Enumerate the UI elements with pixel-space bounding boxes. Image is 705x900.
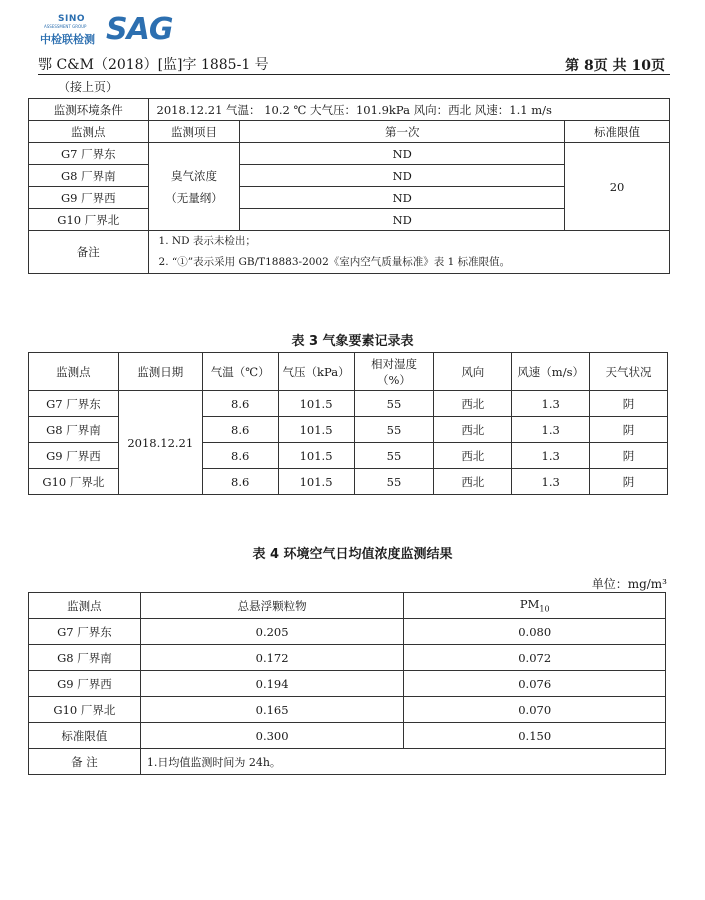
remarks-content: 1.日均值监测时间为 24h。: [140, 749, 665, 775]
pressure: 101.5: [278, 391, 354, 417]
monitoring-point: G9 厂界西: [29, 187, 149, 209]
standard-limit-row: [29, 723, 666, 749]
pm-subscript: 10: [539, 604, 550, 614]
odor-monitoring-table: [28, 98, 670, 274]
pressure: 101.5: [278, 417, 354, 443]
header-temp: 气温（℃）: [202, 353, 278, 391]
monitoring-point: G10 厂界北: [29, 469, 119, 495]
pm10-limit: 0.150: [404, 723, 666, 749]
unit-label: 单位：mg/m³: [591, 577, 667, 591]
first-value: ND: [240, 187, 565, 209]
wind-direction: 西北: [434, 443, 512, 469]
table-header-row: [29, 121, 670, 143]
wind-direction: 西北: [434, 391, 512, 417]
wind-direction: 西北: [434, 417, 512, 443]
header-date: 监测日期: [118, 353, 202, 391]
environment-conditions-row: [29, 99, 670, 121]
monitoring-point: G10 厂界北: [29, 697, 141, 723]
company-logo: [40, 12, 173, 56]
header-first: 第一次: [240, 121, 565, 143]
conditions-text: 2018.12.21 气温： 10.2 ℃ 大气压：101.9kPa 风向：西北 风速：1.1 m/s: [148, 99, 669, 121]
remark-line-1: 1. ND 表示未检出；: [158, 235, 256, 247]
logo-sino-text: SINO: [58, 14, 86, 24]
pm10-value: 0.070: [404, 697, 666, 723]
pm-text: PM: [519, 597, 540, 612]
remarks-label: 备 注: [29, 749, 141, 775]
monitoring-point: G7 厂界东: [29, 619, 141, 645]
conditions-label: 监测环境条件: [29, 99, 149, 121]
table-row: [29, 671, 666, 697]
pressure: 101.5: [278, 443, 354, 469]
pm10-value: 0.080: [404, 619, 666, 645]
monitoring-point: G7 厂界东: [29, 391, 119, 417]
tsp-value: 0.194: [140, 671, 404, 697]
item-line-1: 臭气浓度: [171, 168, 217, 183]
monitoring-item: [148, 143, 240, 231]
temperature: 8.6: [202, 469, 278, 495]
header-tsp: 总悬浮颗粒物: [140, 593, 404, 619]
header-pm10: [404, 593, 666, 619]
header-divider: [38, 74, 670, 75]
remarks-content: [148, 231, 669, 274]
first-value: ND: [240, 209, 565, 231]
header-point: 监测点: [29, 121, 149, 143]
wind-speed: 1.3: [512, 391, 590, 417]
header-point: 监测点: [29, 593, 141, 619]
monitoring-point: G10 厂界北: [29, 209, 149, 231]
monitoring-point: G7 厂界东: [29, 143, 149, 165]
pressure: 101.5: [278, 469, 354, 495]
header-point: 监测点: [29, 353, 119, 391]
document-number: 鄂 C&M（2018）[监]字 1885-1 号: [38, 57, 269, 73]
table-row: [29, 391, 668, 417]
limit-label: 标准限值: [29, 723, 141, 749]
weather: 阴: [590, 391, 668, 417]
monitoring-point: G9 厂界西: [29, 671, 141, 697]
header-wind-speed: 风速（m/s）: [512, 353, 590, 391]
temperature: 8.6: [202, 391, 278, 417]
table3-title: 表 3 气象要素记录表: [291, 334, 414, 349]
humidity: 55: [354, 417, 434, 443]
table4-title: 表 4 环境空气日均值浓度监测结果: [252, 547, 453, 562]
table-header-row: [29, 593, 666, 619]
header-weather: 天气状况: [590, 353, 668, 391]
wind-speed: 1.3: [512, 417, 590, 443]
continued-label: （接上页）: [58, 80, 119, 94]
header-limit: 标准限值: [565, 121, 670, 143]
temperature: 8.6: [202, 443, 278, 469]
humidity: 55: [354, 391, 434, 417]
standard-limit: 20: [565, 143, 670, 231]
header-pressure: 气压（kPa）: [278, 353, 354, 391]
logo-chinese-text: 中检联检测: [40, 33, 95, 46]
temperature: 8.6: [202, 417, 278, 443]
item-line-2: （无量纲）: [165, 190, 223, 205]
wind-speed: 1.3: [512, 443, 590, 469]
remarks-row: [29, 231, 670, 274]
first-value: ND: [240, 165, 565, 187]
logo-sub-text: ASSESSMENT GROUP: [44, 24, 87, 29]
monitoring-point: G8 厂界南: [29, 165, 149, 187]
wind-direction: 西北: [434, 469, 512, 495]
remark-line-2: 2. “①”表示采用 GB/T18883-2002《室内空气质量标准》表 1 标准限值。: [158, 256, 511, 268]
remarks-label: 备注: [29, 231, 149, 274]
table-row: [29, 619, 666, 645]
humidity: 55: [354, 469, 434, 495]
weather: 阴: [590, 417, 668, 443]
pm10-value: 0.072: [404, 645, 666, 671]
weather: 阴: [590, 443, 668, 469]
wind-speed: 1.3: [512, 469, 590, 495]
tsp-value: 0.172: [140, 645, 404, 671]
monitoring-point: G8 厂界南: [29, 645, 141, 671]
air-quality-table: [28, 592, 666, 775]
monitoring-date: 2018.12.21: [118, 391, 202, 495]
pm10-value: 0.076: [404, 671, 666, 697]
header-humidity: 相对湿度（%）: [354, 353, 434, 391]
table-row: [29, 143, 670, 165]
tsp-limit: 0.300: [140, 723, 404, 749]
monitoring-point: G9 厂界西: [29, 443, 119, 469]
page-number: 第 8页 共 10页: [565, 58, 665, 74]
tsp-value: 0.205: [140, 619, 404, 645]
tsp-value: 0.165: [140, 697, 404, 723]
monitoring-point: G8 厂界南: [29, 417, 119, 443]
weather-record-table: [28, 352, 668, 495]
weather: 阴: [590, 469, 668, 495]
table-row: [29, 645, 666, 671]
logo-sag-text: SAG: [106, 12, 173, 47]
header-item: 监测项目: [148, 121, 240, 143]
humidity: 55: [354, 443, 434, 469]
table-row: [29, 697, 666, 723]
table-header-row: [29, 353, 668, 391]
remarks-row: [29, 749, 666, 775]
header-wind-dir: 风向: [434, 353, 512, 391]
first-value: ND: [240, 143, 565, 165]
